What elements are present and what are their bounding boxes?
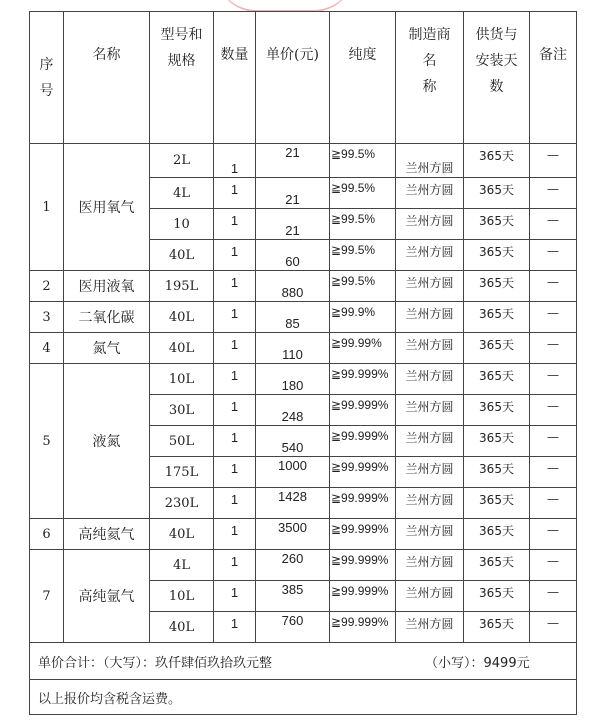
purity-cell: ≧99.999% (330, 488, 396, 519)
delivery-days-cell: 365天 (464, 178, 530, 209)
header-name (64, 12, 150, 144)
header-note-text: 备注 (539, 47, 567, 63)
header-qty-text: 数量 (220, 47, 249, 63)
note-cell: — (530, 240, 577, 271)
qty-cell: 1 (214, 364, 256, 395)
note-cell: — (530, 488, 577, 519)
delivery-days-cell: 365天 (464, 426, 530, 457)
delivery-days-cell: 365天 (464, 302, 530, 333)
product-name-cell: 二氧化碳 (64, 302, 150, 333)
delivery-days-cell: 365天 (464, 333, 530, 364)
table-row (30, 271, 577, 302)
header-manufacturer (396, 12, 464, 144)
header-note (530, 12, 577, 144)
purity-cell: ≧99.999% (330, 364, 396, 395)
manufacturer-cell: 兰州方圆 (396, 333, 464, 364)
total-lowercase: （小写）：9499元 (425, 655, 530, 671)
header-delivery-text: 供货与 安装天 数 (475, 27, 518, 95)
summary-row (30, 643, 577, 680)
header-seq-text: 序 号 (39, 56, 54, 99)
spec-cell: 175L (150, 457, 214, 488)
purity-cell: ≧99.999% (330, 550, 396, 581)
manufacturer-cell: 兰州方圆 (396, 581, 464, 612)
delivery-days-cell: 365天 (464, 271, 530, 302)
note-cell: — (530, 144, 577, 178)
product-name-cell: 医用氧气 (64, 144, 150, 271)
note-cell: — (530, 333, 577, 364)
header-spec (150, 12, 214, 144)
footer-row (30, 680, 577, 715)
qty-cell: 1 (214, 457, 256, 488)
price-cell: 21 (256, 178, 330, 209)
header-qty (214, 12, 256, 144)
price-cell: 21 (256, 144, 330, 178)
purity-cell: ≧99.999% (330, 395, 396, 426)
delivery-days-cell: 365天 (464, 240, 530, 271)
seq-cell: 5 (30, 364, 64, 519)
manufacturer-cell: 兰州方圆 (396, 209, 464, 240)
qty-cell: 1 (214, 209, 256, 240)
purity-cell: ≧99.999% (330, 581, 396, 612)
spec-cell: 10L (150, 364, 214, 395)
spec-cell: 30L (150, 395, 214, 426)
purity-cell: ≧99.5% (330, 178, 396, 209)
note-cell: — (530, 364, 577, 395)
price-cell: 760 (256, 612, 330, 643)
quotation-table (29, 11, 577, 715)
table-row (30, 333, 577, 364)
footer-note: 以上报价均含税含运费。 (30, 680, 577, 715)
spec-cell: 40L (150, 333, 214, 364)
table-row (30, 519, 577, 550)
product-name-cell: 氮气 (64, 333, 150, 364)
note-cell: — (530, 271, 577, 302)
header-purity-text: 纯度 (348, 47, 377, 63)
qty-cell: 1 (214, 271, 256, 302)
price-cell: 248 (256, 395, 330, 426)
note-cell: — (530, 519, 577, 550)
qty-cell: 1 (214, 550, 256, 581)
note-cell: — (530, 209, 577, 240)
delivery-days-cell: 365天 (464, 364, 530, 395)
note-cell: — (530, 302, 577, 333)
header-seq (30, 12, 64, 144)
price-cell: 540 (256, 426, 330, 457)
price-cell: 60 (256, 240, 330, 271)
purity-cell: ≧99.99% (330, 333, 396, 364)
spec-cell: 4L (150, 178, 214, 209)
header-spec-text: 型号和 规格 (160, 27, 203, 69)
table-row (30, 550, 577, 581)
spec-cell: 40L (150, 240, 214, 271)
manufacturer-cell: 兰州方圆 (396, 271, 464, 302)
delivery-days-cell: 365天 (464, 519, 530, 550)
header-manufacturer-text: 制造商 名 称 (408, 27, 451, 95)
qty-cell: 1 (214, 581, 256, 612)
qty-cell: 1 (214, 395, 256, 426)
header-row (30, 12, 577, 144)
spec-cell: 50L (150, 426, 214, 457)
seq-cell: 1 (30, 144, 64, 271)
manufacturer-cell: 兰州方圆 (396, 612, 464, 643)
manufacturer-cell: 兰州方圆 (396, 426, 464, 457)
note-cell: — (530, 581, 577, 612)
manufacturer-cell: 兰州方圆 (396, 550, 464, 581)
seq-cell: 7 (30, 550, 64, 643)
spec-cell: 10L (150, 581, 214, 612)
product-name-cell: 高纯氦气 (64, 519, 150, 550)
header-name-text: 名称 (92, 47, 121, 63)
qty-cell: 1 (214, 612, 256, 643)
purity-cell: ≧99.5% (330, 240, 396, 271)
purity-cell: ≧99.5% (330, 271, 396, 302)
price-cell: 1428 (256, 488, 330, 519)
header-price-text: 单价(元) (266, 47, 319, 63)
price-cell: 85 (256, 302, 330, 333)
purity-cell: ≧99.999% (330, 426, 396, 457)
manufacturer-cell: 兰州方圆 (396, 519, 464, 550)
spec-cell: 40L (150, 519, 214, 550)
manufacturer-cell: 兰州方圆 (396, 488, 464, 519)
manufacturer-cell: 兰州方圆 (396, 240, 464, 271)
purity-cell: ≧99.999% (330, 612, 396, 643)
spec-cell: 10 (150, 209, 214, 240)
product-name-cell: 液氮 (64, 364, 150, 519)
manufacturer-cell: 兰州方圆 (396, 144, 464, 178)
note-cell: — (530, 426, 577, 457)
delivery-days-cell: 365天 (464, 488, 530, 519)
qty-cell: 1 (214, 178, 256, 209)
delivery-days-cell: 365天 (464, 581, 530, 612)
purity-cell: ≧99.999% (330, 519, 396, 550)
qty-cell: 1 (214, 302, 256, 333)
manufacturer-cell: 兰州方圆 (396, 178, 464, 209)
spec-cell: 4L (150, 550, 214, 581)
table-row (30, 144, 577, 178)
delivery-days-cell: 365天 (464, 612, 530, 643)
purity-cell: ≧99.5% (330, 144, 396, 178)
delivery-days-cell: 365天 (464, 209, 530, 240)
qty-cell: 1 (214, 519, 256, 550)
summary-cell (30, 643, 577, 680)
purity-cell: ≧99.5% (330, 209, 396, 240)
spec-cell: 40L (150, 302, 214, 333)
manufacturer-cell: 兰州方圆 (396, 364, 464, 395)
spec-cell: 230L (150, 488, 214, 519)
price-cell: 110 (256, 333, 330, 364)
note-cell: — (530, 457, 577, 488)
note-cell: — (530, 550, 577, 581)
manufacturer-cell: 兰州方圆 (396, 302, 464, 333)
delivery-days-cell: 365天 (464, 395, 530, 426)
spec-cell: 40L (150, 612, 214, 643)
delivery-days-cell: 365天 (464, 144, 530, 178)
price-cell: 1000 (256, 457, 330, 488)
seq-cell: 4 (30, 333, 64, 364)
price-cell: 3500 (256, 519, 330, 550)
purity-cell: ≧99.9% (330, 302, 396, 333)
note-cell: — (530, 395, 577, 426)
qty-cell: 1 (214, 488, 256, 519)
price-cell: 260 (256, 550, 330, 581)
product-name-cell: 高纯氩气 (64, 550, 150, 643)
note-cell: — (530, 612, 577, 643)
manufacturer-cell: 兰州方圆 (396, 457, 464, 488)
header-delivery (464, 12, 530, 144)
price-cell: 385 (256, 581, 330, 612)
purity-cell: ≧99.999% (330, 457, 396, 488)
qty-cell: 1 (214, 144, 256, 178)
qty-cell: 1 (214, 240, 256, 271)
price-cell: 180 (256, 364, 330, 395)
table-row (30, 364, 577, 395)
summary-wrap (38, 652, 576, 671)
note-cell: — (530, 178, 577, 209)
product-name-cell: 医用液氧 (64, 271, 150, 302)
total-uppercase: 单价合计：（大写）：玖仟肆佰玖拾玖元整 (38, 655, 273, 671)
delivery-days-cell: 365天 (464, 550, 530, 581)
price-cell: 880 (256, 271, 330, 302)
delivery-days-cell: 365天 (464, 457, 530, 488)
seq-cell: 6 (30, 519, 64, 550)
header-purity (330, 12, 396, 144)
header-price (256, 12, 330, 144)
price-cell: 21 (256, 209, 330, 240)
spec-cell: 2L (150, 144, 214, 178)
qty-cell: 1 (214, 333, 256, 364)
qty-cell: 1 (214, 426, 256, 457)
seq-cell: 3 (30, 302, 64, 333)
seq-cell: 2 (30, 271, 64, 302)
manufacturer-cell: 兰州方圆 (396, 395, 464, 426)
spec-cell: 195L (150, 271, 214, 302)
table-row (30, 302, 577, 333)
